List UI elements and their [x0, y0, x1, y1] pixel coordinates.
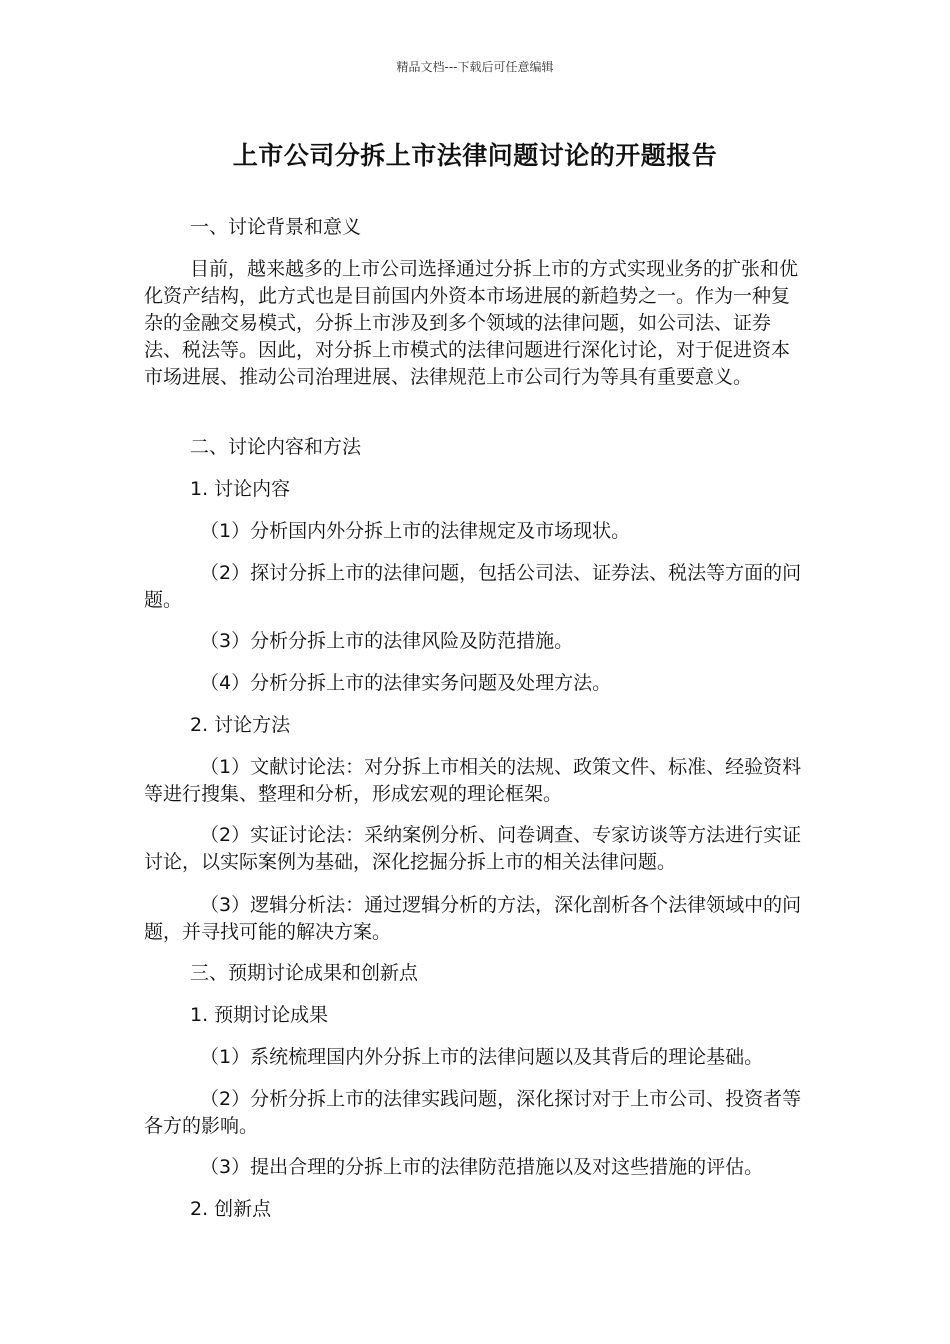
document-title: 上市公司分拆上市法律问题讨论的开题报告 [232, 141, 718, 170]
body-paragraph-background: 目前，越来越多的上市公司选择通过分拆上市的方式实现业务的扩张和优化资产结构，此方式也是目前国内外资本市场进展的新趋势之一。作为一种复杂的金融交易模式，分拆上市涉及到多个领域的法律问题，如公司法、证券法、税法等。因此，对分拆上市模式的法律问题进行深化讨论，对于促进资本市场进展、推动公司治理进展、法律规范上市公司行为等具有重要意义。 [144, 258, 799, 388]
list-item: （3）提出合理的分拆上市的法律防范措施以及对这些措施的评估。 [200, 1156, 764, 1178]
subheading-methods: 2. 讨论方法 [190, 714, 291, 736]
subheading-results: 1. 预期讨论成果 [190, 1004, 329, 1026]
list-item: （2）分析分拆上市的法律实践问题，深化探讨对于上市公司、投资者等各方的影响。 [144, 1088, 802, 1137]
subheading-innovation: 2. 创新点 [190, 1198, 272, 1220]
list-item: （3）逻辑分析法：通过逻辑分析的方法，深化剖析各个法律领域中的问题，并寻找可能的解决方案。 [144, 894, 802, 943]
list-item: （2）实证讨论法：采纳案例分析、问卷调查、专家访谈等方法进行实证讨论，以实际案例为基础，深化挖掘分拆上市的相关法律问题。 [144, 824, 802, 873]
list-item: （1）系统梳理国内外分拆上市的法律问题以及其背后的理论基础。 [200, 1046, 764, 1068]
list-item: （1）分析国内外分拆上市的法律规定及市场现状。 [200, 520, 631, 542]
section-heading-1: 一、讨论背景和意义 [190, 216, 362, 238]
section-heading-3: 三、预期讨论成果和创新点 [190, 962, 419, 984]
section-heading-2: 二、讨论内容和方法 [190, 436, 362, 458]
list-item: （2）探讨分拆上市的法律问题，包括公司法、证券法、税法等方面的问题。 [144, 562, 802, 611]
subheading-content: 1. 讨论内容 [190, 478, 291, 500]
list-item: （1）文献讨论法：对分拆上市相关的法规、政策文件、标准、经验资料等进行搜集、整理和分析，形成宏观的理论框架。 [144, 756, 802, 805]
page-header: 精品文档---下载后可任意编辑 [396, 60, 554, 74]
list-item: （4）分析分拆上市的法律实务问题及处理方法。 [200, 672, 612, 694]
list-item: （3）分析分拆上市的法律风险及防范措施。 [200, 630, 574, 652]
